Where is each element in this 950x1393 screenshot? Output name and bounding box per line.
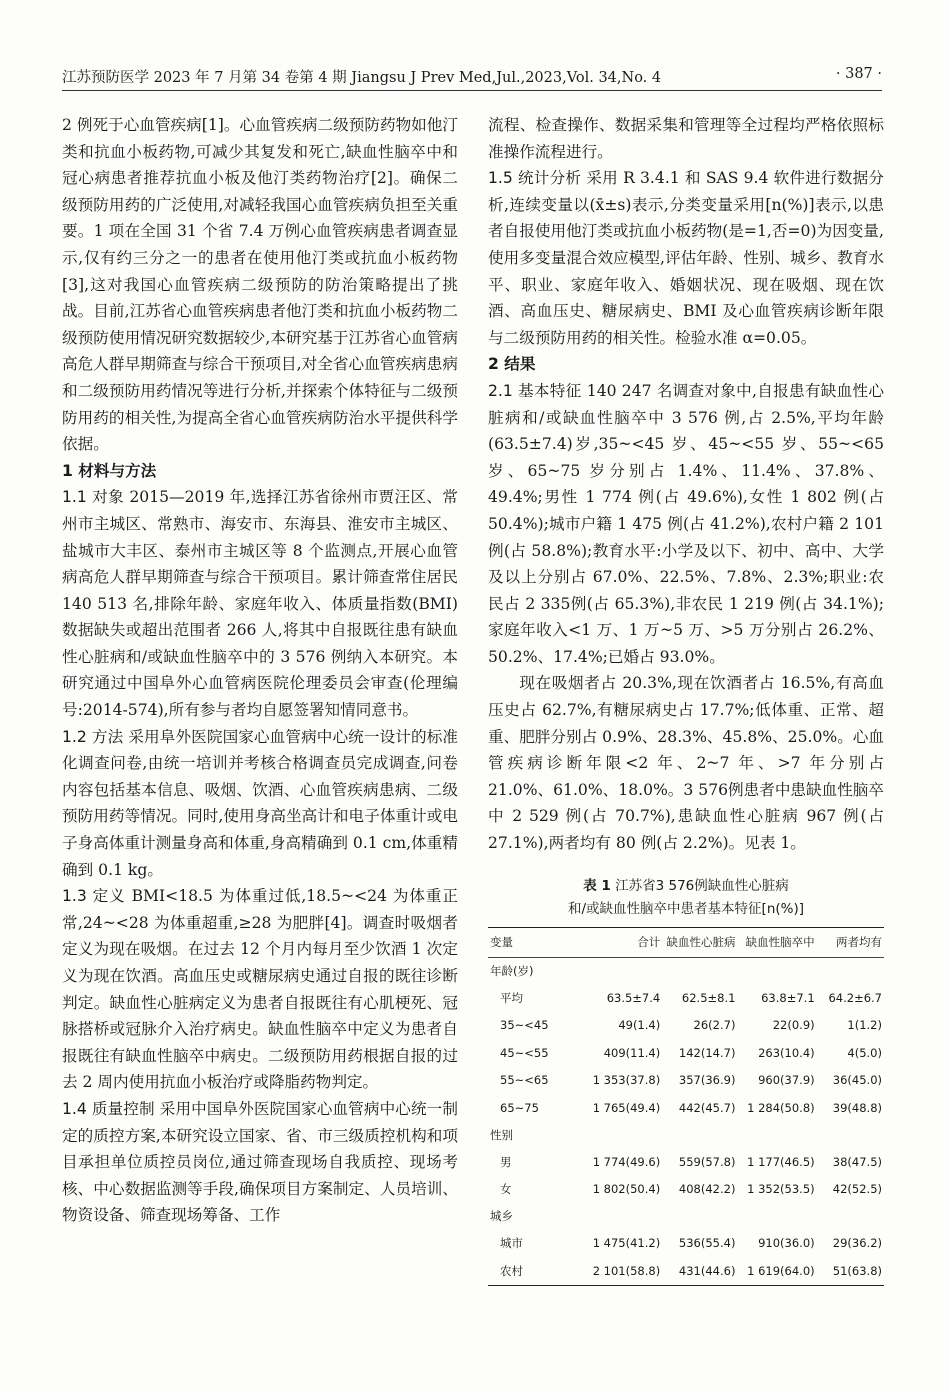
table-cell: 1(1.2) (847, 1018, 882, 1033)
table-cell: 64.2±6.7 (828, 990, 882, 1005)
table-cell: 1 802(50.4) (592, 1182, 661, 1197)
table-cell: 142(14.7) (678, 1045, 736, 1060)
row-label: 女 (500, 1182, 512, 1197)
baseline-table (488, 927, 884, 1286)
table-row (488, 1257, 884, 1285)
subsection-definitions (62, 883, 458, 1096)
table-cell: 1 284(50.8) (747, 1100, 815, 1115)
subsection-label: 2.1 基本特征 (488, 381, 582, 400)
subsection-label: 1.1 对象 (62, 488, 125, 507)
table-cell: 26(2.7) (693, 1018, 736, 1033)
table-cell: 408(42.2) (678, 1182, 736, 1197)
section-heading-methods: 1 材料与方法 (62, 461, 157, 480)
table-cell: 63.5±7.4 (606, 990, 661, 1005)
table-cell: 4(5.0) (847, 1045, 882, 1060)
table-row (488, 1230, 884, 1258)
column-header: 变量 (488, 927, 583, 957)
table-cell: 409(11.4) (603, 1045, 661, 1060)
table-row (488, 1148, 884, 1176)
table-cell: 63.8±7.1 (761, 990, 815, 1005)
subsection-statistics (488, 165, 884, 351)
table-cell: 536(55.4) (678, 1236, 736, 1251)
table-cell: 22(0.9) (772, 1018, 815, 1033)
table-cell: 559(57.8) (678, 1154, 736, 1169)
table-title-line2: 和/或缺血性脑卒中患者基本特征[n(%)] (568, 900, 804, 917)
table-cell: 2 101(58.8) (583, 1257, 662, 1285)
table-row (488, 1012, 884, 1040)
table-group-row (488, 1203, 884, 1230)
table-cell: 29(36.2) (832, 1236, 882, 1251)
continued-paragraph: 流程、检查操作、数据采集和管理等全过程均严格依照标准操作流程进行。 (488, 116, 884, 161)
row-label: 55~<65 (500, 1073, 549, 1088)
subsection-baseline (488, 378, 884, 671)
table-cell: 1 352(53.5) (747, 1182, 815, 1197)
intro-paragraph: 2 例死于心血管疾病[1]。心血管疾病二级预防药物如他汀类和抗血小板药物,可减少其复发和死亡,缺血性脑卒中和冠心病患者推荐抗血小板及他汀类药物治疗[2]。确保二级预防用药的广泛使用,对减轻我国心血管疾病负担至关重要。1 项在全国 31 个省 7.4 万例心血管疾病患者调查显示,仅有约三分之一的患者在使用他汀类或抗血小板药物[3],这对我国心血管疾病二级预防的防治策略提出了挑战。目前,江苏省心血管疾病患者他汀类和抗血小板药物二级预防使用情况研究数据较少,本研究基于江苏省心血管病高危人群早期筛查与综合干预项目,对全省心血管疾病患病和二级预防用药情况等进行分析,并探索个体特征与二级预防用药的相关性,为提高全省心血管疾病防治水平提供科学依据。 (62, 116, 458, 454)
row-label: 性别 (490, 1127, 513, 1142)
table-cell: 36(45.0) (832, 1073, 882, 1088)
row-label: 年龄(岁) (490, 963, 534, 978)
right-column (488, 112, 884, 1286)
subsection-subjects (62, 484, 458, 723)
table-cell: 357(36.9) (678, 1073, 736, 1088)
page-number: · 387 · (835, 66, 882, 82)
column-header: 缺血性心脏病 (662, 927, 737, 957)
table-cell: 910(36.0) (758, 1236, 815, 1251)
subsection-text: 采用 R 3.4.1 和 SAS 9.4 软件进行数据分析,连续变量以(x̄±s)表示,分类变量采用[n(%)]表示,以患者自报使用他汀类或抗血小板药物(是=1,否=0)为因变量,使用多变量混合效应模型,评估年龄、性别、城乡、教育水平、职业、家庭年收入、婚姻状况、现在吸烟、现在饮酒、高血压史、糖尿病史、BMI 及心血管疾病诊断年限与二级预防用药的相关性。检验水准 α=0.05。 (488, 169, 884, 347)
results-paragraph: 现在吸烟者占 20.3%,现在饮酒者占 16.5%,有高血压史占 62.7%,有糖尿病史占 17.7%;低体重、正常、超重、肥胖分别占 0.9%、28.3%、45.8%、25.0%。心血管疾病诊断年限<2 年、2~7 年、>7 年分别占 21.0%、61.0%、18.0%。3 576例患者中患缺血性脑卒中 2 529 例(占 70.7%),患缺血性心脏病 967 例(占 27.1%),两者均有 80 例(占 2.2%)。见表 1。 (488, 674, 884, 853)
table-cell: 1 177(46.5) (747, 1154, 815, 1169)
table-cell: 960(37.9) (758, 1073, 815, 1088)
table-cell: 1 353(37.8) (592, 1073, 661, 1088)
table-group-row (488, 957, 884, 984)
subsection-text: 140 247 名调查对象中,自报患有缺血性心脏病和/或缺血性脑卒中 3 576 例,占 2.5%,平均年龄(63.5±7.4)岁,35~<45 岁、45~<55 岁、55~<65 岁、65~75 岁分别占 1.4%、11.4%、37.8%、49.4%;男性 1 774 例(占 49.6%),女性 1 802 例(占 50.4%);城市户籍 1 475 例(占 41.2%),农村户籍 2 101 例(占 58.8%);教育水平:小学及以下、初中、高中、大学及以上分别占 67.0%、22.5%、7.8%、2.3%;职业:农民占 2 335例(占 65.3%),非农民 1 219 例(占 34.1%);家庭年收入<1 万、1 万~5 万、>5 万分别占 26.2%、50.2%、17.4%;已婚占 93.0%。 (488, 381, 884, 666)
subsection-label: 1.2 方法 (62, 727, 124, 746)
subsection-text: 采用中国阜外医院国家心血管病中心统一制定的质控方案,本研究设立国家、省、市三级质控机构和项目承担单位质控员岗位,通过筛查现场自我质控、现场考核、中心数据监测等手段,确保项目方案制定、人员培训、物资设备、筛查现场筹备、工作 (62, 1099, 458, 1225)
table-row (488, 984, 884, 1012)
table-row (488, 1067, 884, 1095)
table-row (488, 1176, 884, 1204)
left-column (62, 112, 458, 1229)
row-label: 农村 (488, 1257, 583, 1285)
table-cell: 1 619(64.0) (737, 1257, 816, 1285)
table-row (488, 1094, 884, 1122)
column-header: 缺血性脑卒中 (737, 927, 816, 957)
table-cell: 51(63.8) (817, 1257, 884, 1285)
table-cell: 442(45.7) (678, 1100, 736, 1115)
subsection-text: BMI<18.5 为体重过低,18.5~<24 为体重正常,24~<28 为体重超重,≥28 为肥胖[4]。调查时吸烟者定义为现在吸烟。在过去 12 个月内每月至少饮酒 1 次定义为现在饮酒。高血压史或糖尿病史通过自报的既往诊断判定。缺血性心脏病定义为患者自报既往有心肌梗死、冠脉搭桥或冠脉介入治疗病史。缺血性脑卒中定义为患者自报既往有缺血性脑卒中病史。二级预防用药根据自报的过去 2 周内使用抗血小板治疗或降脂药物判定。 (62, 887, 458, 1092)
table-cell: 431(44.6) (662, 1257, 737, 1285)
table-cell: 49(1.4) (618, 1018, 661, 1033)
table-cell: 1 765(49.4) (592, 1100, 661, 1115)
column-header: 两者均有 (817, 927, 884, 957)
table-cell: 1 774(49.6) (592, 1154, 661, 1169)
row-label: 城市 (500, 1236, 523, 1251)
table-caption (488, 875, 884, 921)
table-row (488, 1039, 884, 1067)
subsection-quality-control (62, 1096, 458, 1229)
row-label: 35~<45 (500, 1018, 549, 1033)
table-cell: 62.5±8.1 (681, 990, 736, 1005)
table-cell: 1 475(41.2) (592, 1236, 661, 1251)
section-heading-results: 2 结果 (488, 355, 536, 374)
row-label: 45~<55 (500, 1045, 549, 1060)
row-label: 65~75 (500, 1100, 539, 1115)
table-group-row (488, 1122, 884, 1149)
column-header: 合计 (583, 927, 662, 957)
row-label: 城乡 (490, 1209, 513, 1224)
table-label: 表 1 (583, 877, 611, 894)
journal-citation: 江苏预防医学 2023 年 7 月第 34 卷第 4 期 Jiangsu J Prev Med,Jul.,2023,Vol. 34,No. 4 (62, 70, 662, 86)
table-cell: 38(47.5) (832, 1154, 882, 1169)
subsection-methods (62, 724, 458, 884)
row-label: 平均 (500, 990, 523, 1005)
subsection-label: 1.3 定义 (62, 887, 126, 906)
subsection-text: 采用阜外医院国家心血管病中心统一设计的标准化调查问卷,由统一培训并考核合格调查员完成调查,问卷内容包括基本信息、吸烟、饮酒、心血管疾病患病、二级预防用药等情况。同时,使用身高坐高计和电子体重计或电子身高体重计测量身高和体重,身高精确到 0.1 cm,体重精确到 0.1 kg。 (62, 727, 458, 879)
table-cell: 42(52.5) (832, 1182, 882, 1197)
table-cell: 39(48.8) (832, 1100, 882, 1115)
running-header (62, 62, 882, 91)
subsection-text: 2015—2019 年,选择江苏省徐州市贾汪区、常州市主城区、常熟市、海安市、东海县、淮安市主城区、盐城市大丰区、泰州市主城区等 8 个监测点,开展心血管病高危人群早期筛查与综合干预项目。累计筛查常住居民 140 513 名,排除年龄、家庭年收入、体质量指数(BMI)数据缺失或超出范围者 266 人,将其中自报既往患有缺血性心脏病和/或缺血性脑卒中的 3 576 例纳入本研究。本研究通过中国阜外心血管病医院伦理委员会审查(伦理编号:2014-574),所有参与者均自愿签署知情同意书。 (62, 488, 458, 720)
row-label: 男 (500, 1154, 512, 1169)
table-header-row (488, 927, 884, 957)
table-title-line1: 江苏省3 576例缺血性心脏病 (615, 877, 789, 894)
subsection-label: 1.4 质量控制 (62, 1099, 155, 1118)
table-cell: 263(10.4) (758, 1045, 815, 1060)
subsection-label: 1.5 统计分析 (488, 169, 582, 188)
